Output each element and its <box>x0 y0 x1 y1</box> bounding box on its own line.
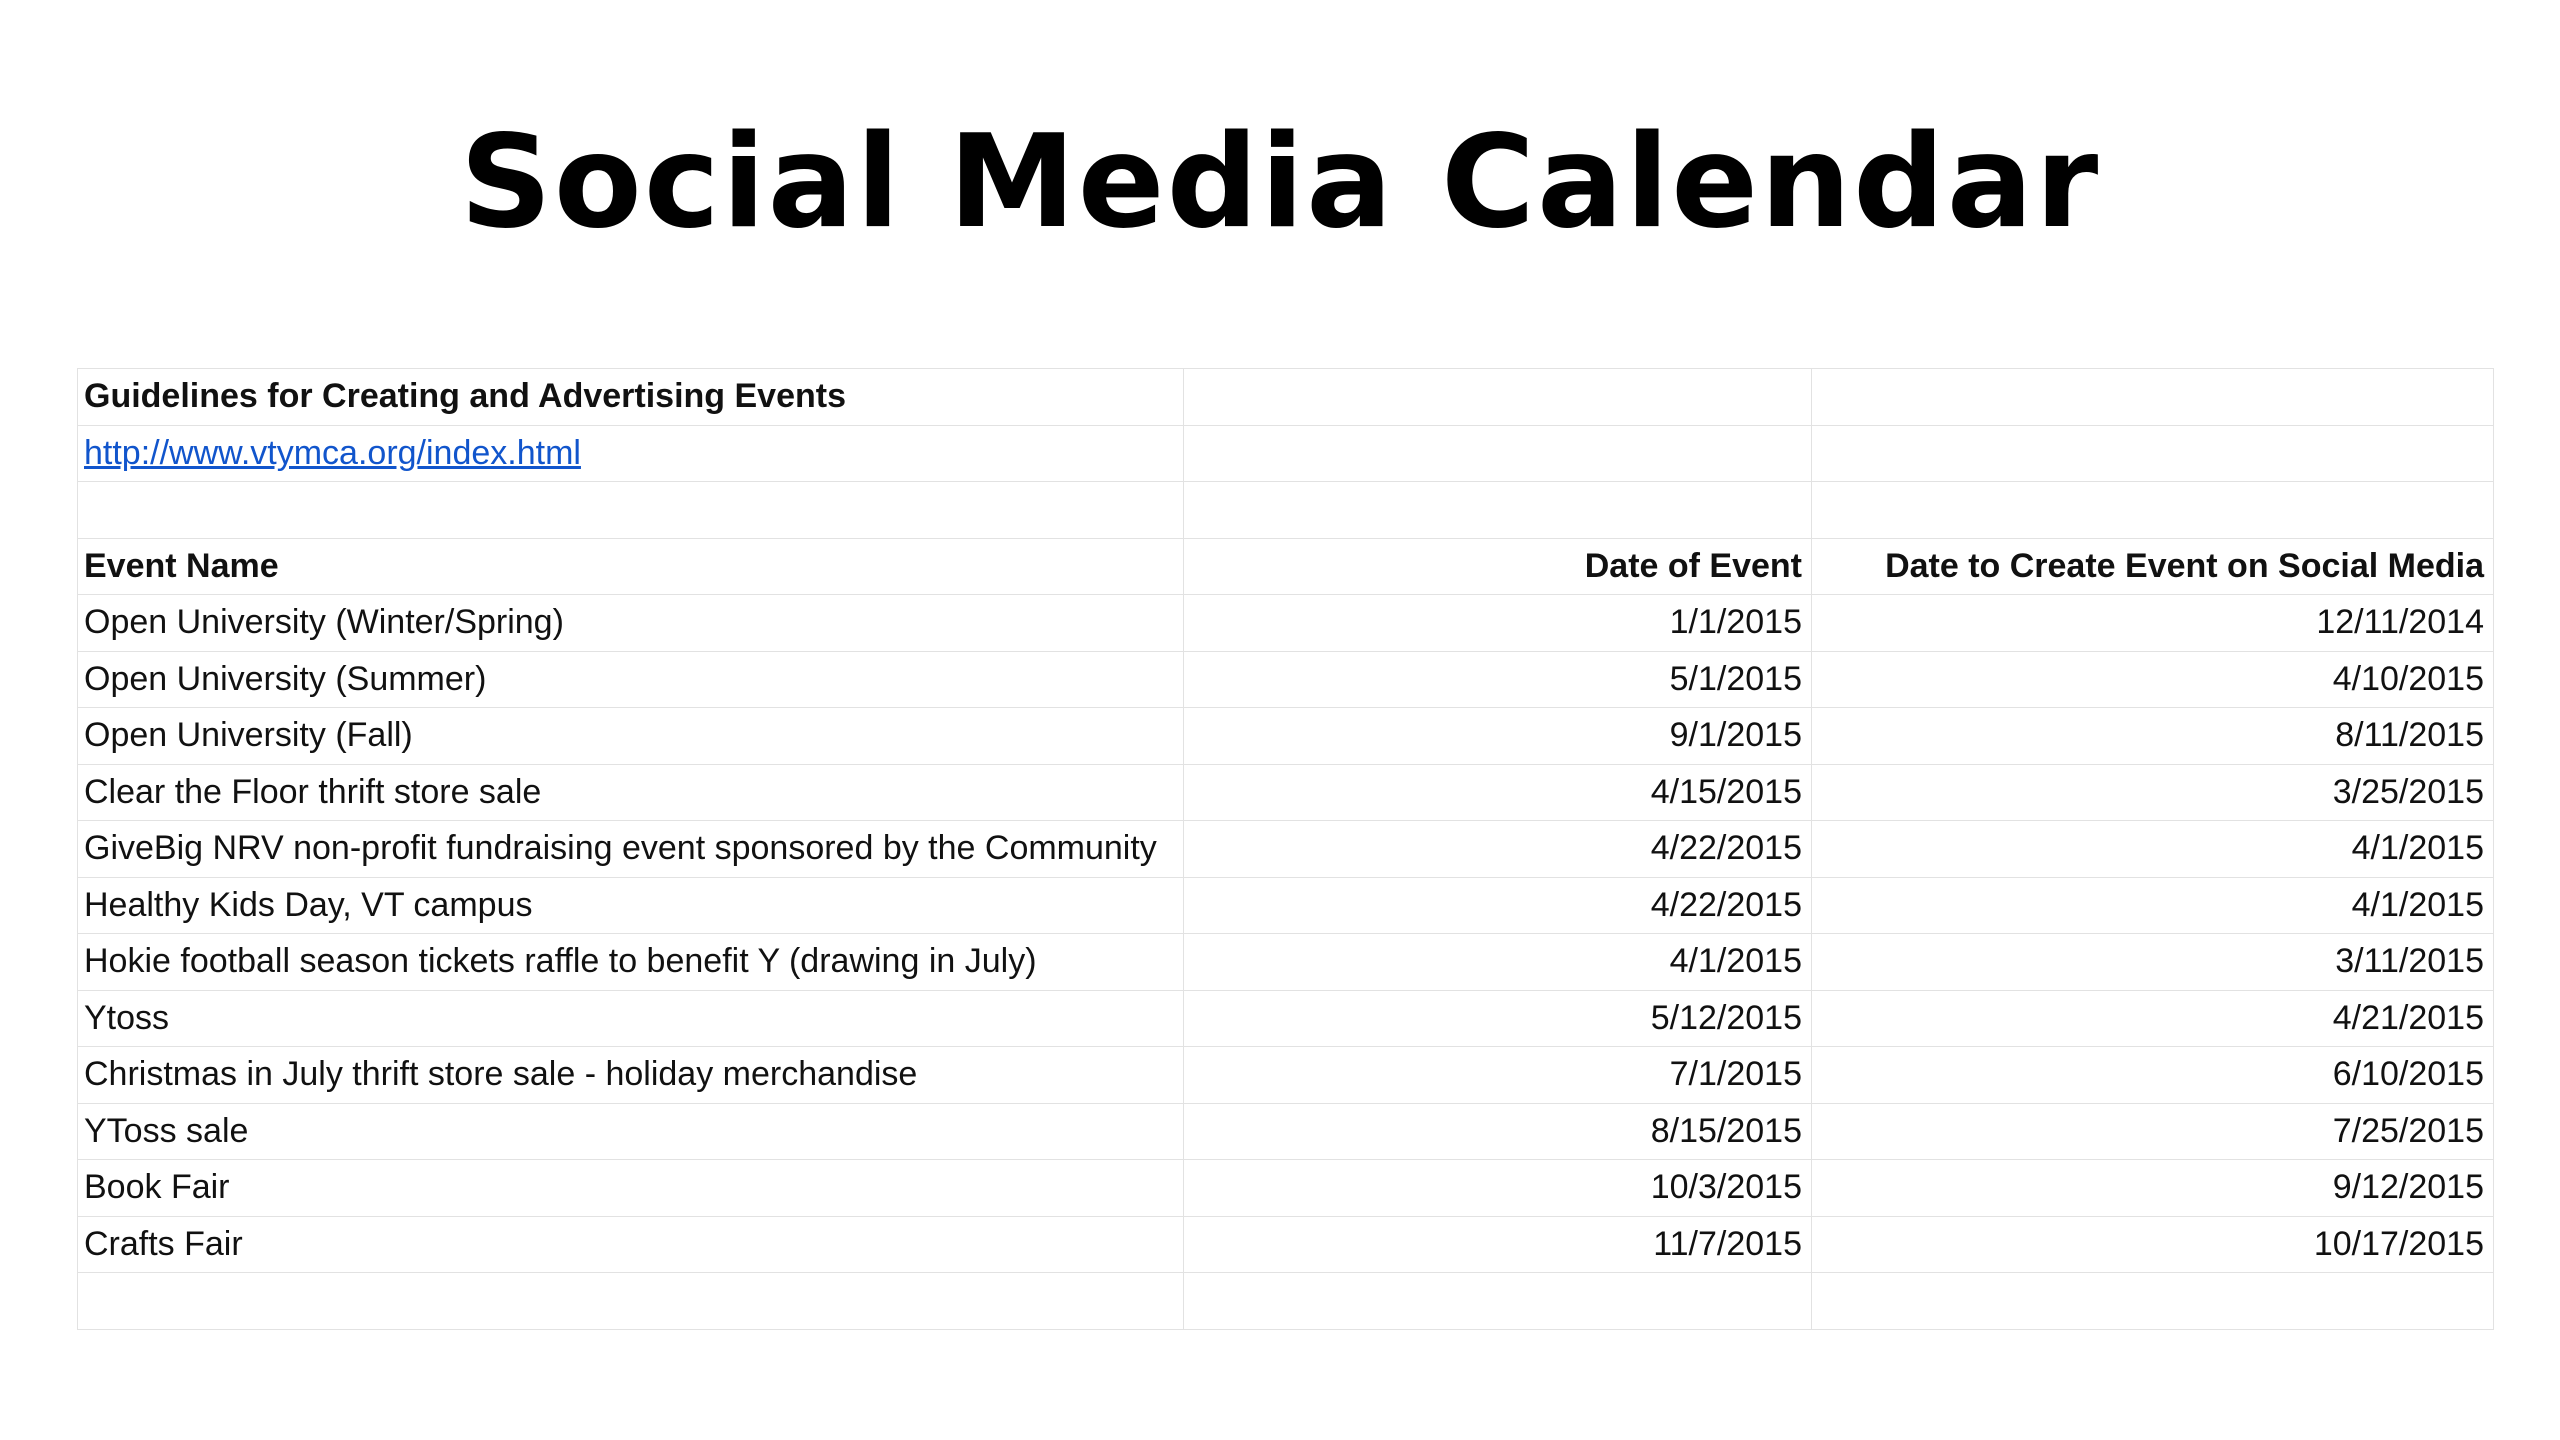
create-date-cell[interactable]: 4/1/2015 <box>1812 821 2494 878</box>
guidelines-heading: Guidelines for Creating and Advertising Events <box>78 369 1184 426</box>
table-row <box>78 990 2494 1047</box>
event-name-cell[interactable]: Open University (Summer) <box>78 651 1184 708</box>
event-name-cell[interactable]: Open University (Winter/Spring) <box>78 595 1184 652</box>
table-row <box>78 1103 2494 1160</box>
table-row <box>78 877 2494 934</box>
table-row <box>78 708 2494 765</box>
event-name-cell[interactable]: Hokie football season tickets raffle to benefit Y (drawing in July) <box>78 934 1184 991</box>
create-date-cell[interactable]: 3/25/2015 <box>1812 764 2494 821</box>
create-date-cell[interactable]: 6/10/2015 <box>1812 1047 2494 1104</box>
table-row <box>78 1216 2494 1273</box>
table-row <box>78 764 2494 821</box>
event-date-cell[interactable]: 10/3/2015 <box>1184 1160 1812 1217</box>
table-row <box>78 934 2494 991</box>
table-row <box>78 821 2494 878</box>
table-row <box>78 1160 2494 1217</box>
header-event-name: Event Name <box>78 538 1184 595</box>
event-name-cell[interactable]: Open University (Fall) <box>78 708 1184 765</box>
empty-cell[interactable] <box>1812 482 2494 539</box>
link-cell[interactable] <box>78 425 1184 482</box>
event-name-cell[interactable]: Clear the Floor thrift store sale <box>78 764 1184 821</box>
empty-cell[interactable] <box>78 1273 1184 1330</box>
empty-cell[interactable] <box>1812 1273 2494 1330</box>
event-name-cell[interactable]: Christmas in July thrift store sale - holiday merchandise <box>78 1047 1184 1104</box>
header-date-of-event: Date of Event <box>1184 538 1812 595</box>
spreadsheet-table <box>77 368 2494 1330</box>
event-name-cell[interactable]: Ytoss <box>78 990 1184 1047</box>
empty-cell[interactable] <box>1184 1273 1812 1330</box>
event-date-cell[interactable]: 4/22/2015 <box>1184 821 1812 878</box>
event-name-cell[interactable]: Crafts Fair <box>78 1216 1184 1273</box>
event-date-cell[interactable]: 1/1/2015 <box>1184 595 1812 652</box>
event-name-cell[interactable]: YToss sale <box>78 1103 1184 1160</box>
empty-cell[interactable] <box>1812 369 2494 426</box>
guidelines-row <box>78 369 2494 426</box>
create-date-cell[interactable]: 8/11/2015 <box>1812 708 2494 765</box>
event-name-cell[interactable]: Healthy Kids Day, VT campus <box>78 877 1184 934</box>
empty-cell[interactable] <box>1184 369 1812 426</box>
event-date-cell[interactable]: 11/7/2015 <box>1184 1216 1812 1273</box>
header-date-to-create: Date to Create Event on Social Media <box>1812 538 2494 595</box>
empty-cell[interactable] <box>1184 482 1812 539</box>
event-date-cell[interactable]: 4/1/2015 <box>1184 934 1812 991</box>
event-name-cell[interactable]: GiveBig NRV non-profit fundraising event sponsored by the Community <box>78 821 1184 878</box>
blank-row <box>78 482 2494 539</box>
create-date-cell[interactable]: 4/10/2015 <box>1812 651 2494 708</box>
event-date-cell[interactable]: 5/1/2015 <box>1184 651 1812 708</box>
event-date-cell[interactable]: 7/1/2015 <box>1184 1047 1812 1104</box>
table-row <box>78 595 2494 652</box>
guidelines-link[interactable]: http://www.vtymca.org/index.html <box>84 433 581 472</box>
header-row <box>78 538 2494 595</box>
page-title: Social Media Calendar <box>459 108 2101 257</box>
create-date-cell[interactable]: 4/1/2015 <box>1812 877 2494 934</box>
event-date-cell[interactable]: 8/15/2015 <box>1184 1103 1812 1160</box>
create-date-cell[interactable]: 4/21/2015 <box>1812 990 2494 1047</box>
event-date-cell[interactable]: 4/15/2015 <box>1184 764 1812 821</box>
create-date-cell[interactable]: 12/11/2014 <box>1812 595 2494 652</box>
event-date-cell[interactable]: 9/1/2015 <box>1184 708 1812 765</box>
table-row <box>78 651 2494 708</box>
create-date-cell[interactable]: 7/25/2015 <box>1812 1103 2494 1160</box>
empty-cell[interactable] <box>1812 425 2494 482</box>
link-row <box>78 425 2494 482</box>
create-date-cell[interactable]: 3/11/2015 <box>1812 934 2494 991</box>
create-date-cell[interactable]: 9/12/2015 <box>1812 1160 2494 1217</box>
empty-cell[interactable] <box>78 482 1184 539</box>
blank-row <box>78 1273 2494 1330</box>
event-date-cell[interactable]: 4/22/2015 <box>1184 877 1812 934</box>
empty-cell[interactable] <box>1184 425 1812 482</box>
event-date-cell[interactable]: 5/12/2015 <box>1184 990 1812 1047</box>
create-date-cell[interactable]: 10/17/2015 <box>1812 1216 2494 1273</box>
event-name-cell[interactable]: Book Fair <box>78 1160 1184 1217</box>
table-row <box>78 1047 2494 1104</box>
